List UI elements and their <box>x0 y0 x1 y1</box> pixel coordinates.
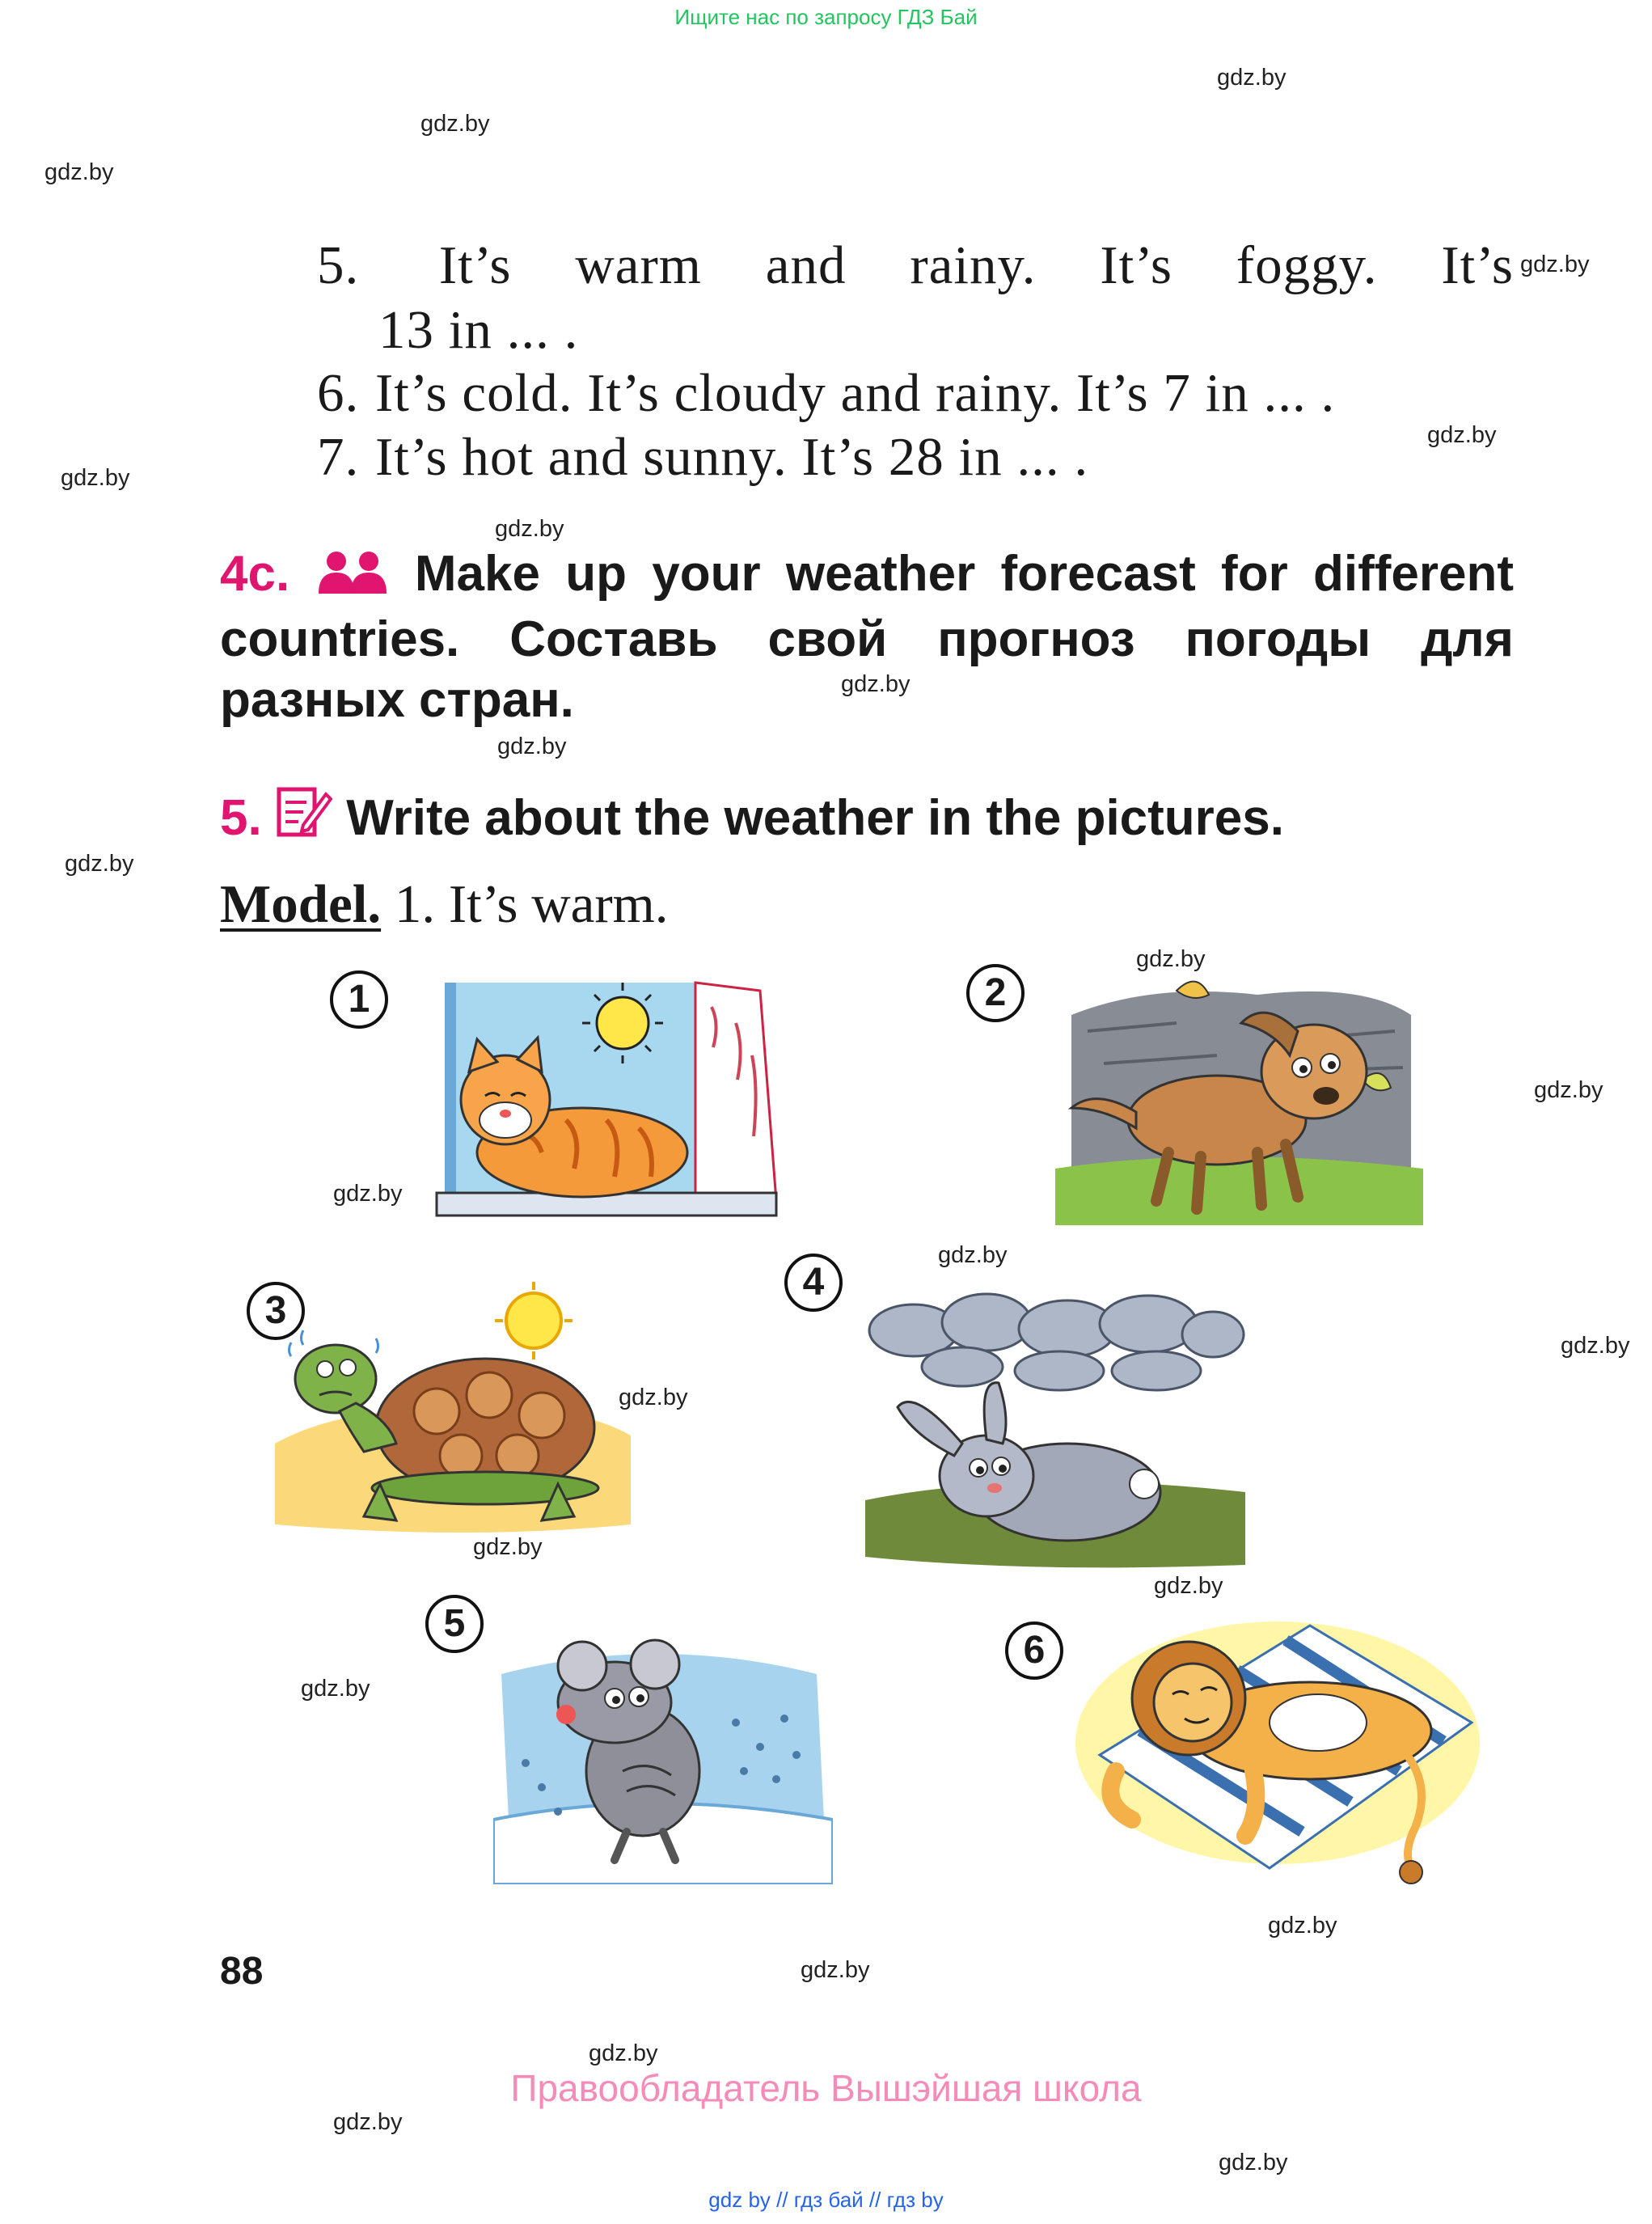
picture-number-6: 6 <box>1005 1621 1063 1680</box>
watermark: gdz.by <box>1136 946 1206 972</box>
picture-rabbit-clouds <box>865 1290 1245 1573</box>
watermark: gdz.by <box>1268 1913 1337 1939</box>
word: warm <box>575 235 702 295</box>
watermark: gdz.by <box>1561 1333 1630 1359</box>
watermark: gdz.by <box>589 2040 658 2066</box>
watermark: gdz.by <box>44 159 114 185</box>
watermark: gdz.by <box>938 1242 1008 1268</box>
model-example <box>220 873 669 936</box>
exercise-line-5 <box>317 235 1514 297</box>
watermark: gdz.by <box>1427 422 1497 448</box>
page-number: 88 <box>220 1950 264 1993</box>
picture-number-2: 2 <box>966 964 1025 1022</box>
watermark: gdz.by <box>801 1957 870 1983</box>
watermark: gdz.by <box>619 1385 688 1410</box>
picture-number-1: 1 <box>330 970 388 1029</box>
model-label: Model. <box>220 874 382 934</box>
word: rainy. <box>910 235 1037 295</box>
exercise-line-6 <box>317 362 1335 425</box>
pair-work-icon <box>315 548 390 609</box>
task-text: Make up your weather forecast for different countries. Составь свой прогноз погоды для разных стран. <box>220 546 1514 728</box>
exercise-line-7 <box>317 426 1088 488</box>
watermark: gdz.by <box>333 1181 403 1207</box>
picture-number-3: 3 <box>247 1282 305 1340</box>
watermark: gdz.by <box>1217 65 1287 91</box>
picture-cat-sun <box>420 975 784 1233</box>
task-text: Write about the weather in the pictures. <box>346 790 1284 846</box>
exercise-line-5-continued: 13 in ... . <box>378 300 579 360</box>
line-number: 5. <box>317 235 360 295</box>
picture-dog-wind <box>1055 966 1423 1233</box>
watermark: gdz.by <box>495 516 564 542</box>
writing-icon <box>276 784 332 853</box>
search-hint: Ищите нас по запросу ГДЗ Бай <box>674 5 978 29</box>
task-number: 4c. <box>220 546 290 602</box>
picture-lion-sunbathing <box>1067 1609 1488 1901</box>
picture-turtle-heat <box>267 1282 639 1541</box>
watermark: gdz.by <box>420 111 490 137</box>
watermark: gdz.by <box>1154 1573 1223 1599</box>
word: It’s <box>1100 235 1172 295</box>
watermark: gdz.by <box>497 734 567 759</box>
word: It’s <box>1441 235 1514 295</box>
copyright-notice: Правообладатель Вышэйшая школа <box>510 2067 1142 2109</box>
watermark: gdz.by <box>65 851 134 877</box>
word: foggy. <box>1236 235 1378 295</box>
watermark: gdz.by <box>1219 2150 1288 2175</box>
footer-links[interactable]: gdz by // гдз бай // гдз by <box>708 2188 944 2212</box>
watermark: gdz.by <box>61 465 130 491</box>
watermark: gdz.by <box>333 2109 403 2135</box>
watermark: gdz.by <box>1534 1077 1603 1103</box>
task-4c <box>220 543 1514 730</box>
picture-mouse-cold <box>493 1626 833 1884</box>
word: It’s <box>438 235 512 295</box>
line-number: 7. <box>317 427 360 487</box>
watermark: gdz.by <box>301 1676 370 1702</box>
word: and <box>765 235 847 295</box>
watermark: gdz.by <box>1520 252 1590 277</box>
task-number: 5. <box>220 790 262 846</box>
model-text: 1. It’s warm. <box>394 874 669 934</box>
line-text: It’s hot and sunny. It’s 28 in ... . <box>375 427 1089 487</box>
line-number: 6. <box>317 363 360 423</box>
watermark: gdz.by <box>473 1534 543 1560</box>
watermark: gdz.by <box>841 671 911 697</box>
line-text: It’s cold. It’s cloudy and rainy. It’s 7 in ... . <box>375 363 1336 423</box>
picture-number-4: 4 <box>784 1254 843 1312</box>
picture-number-5: 5 <box>425 1595 484 1653</box>
task-5 <box>220 784 1284 853</box>
